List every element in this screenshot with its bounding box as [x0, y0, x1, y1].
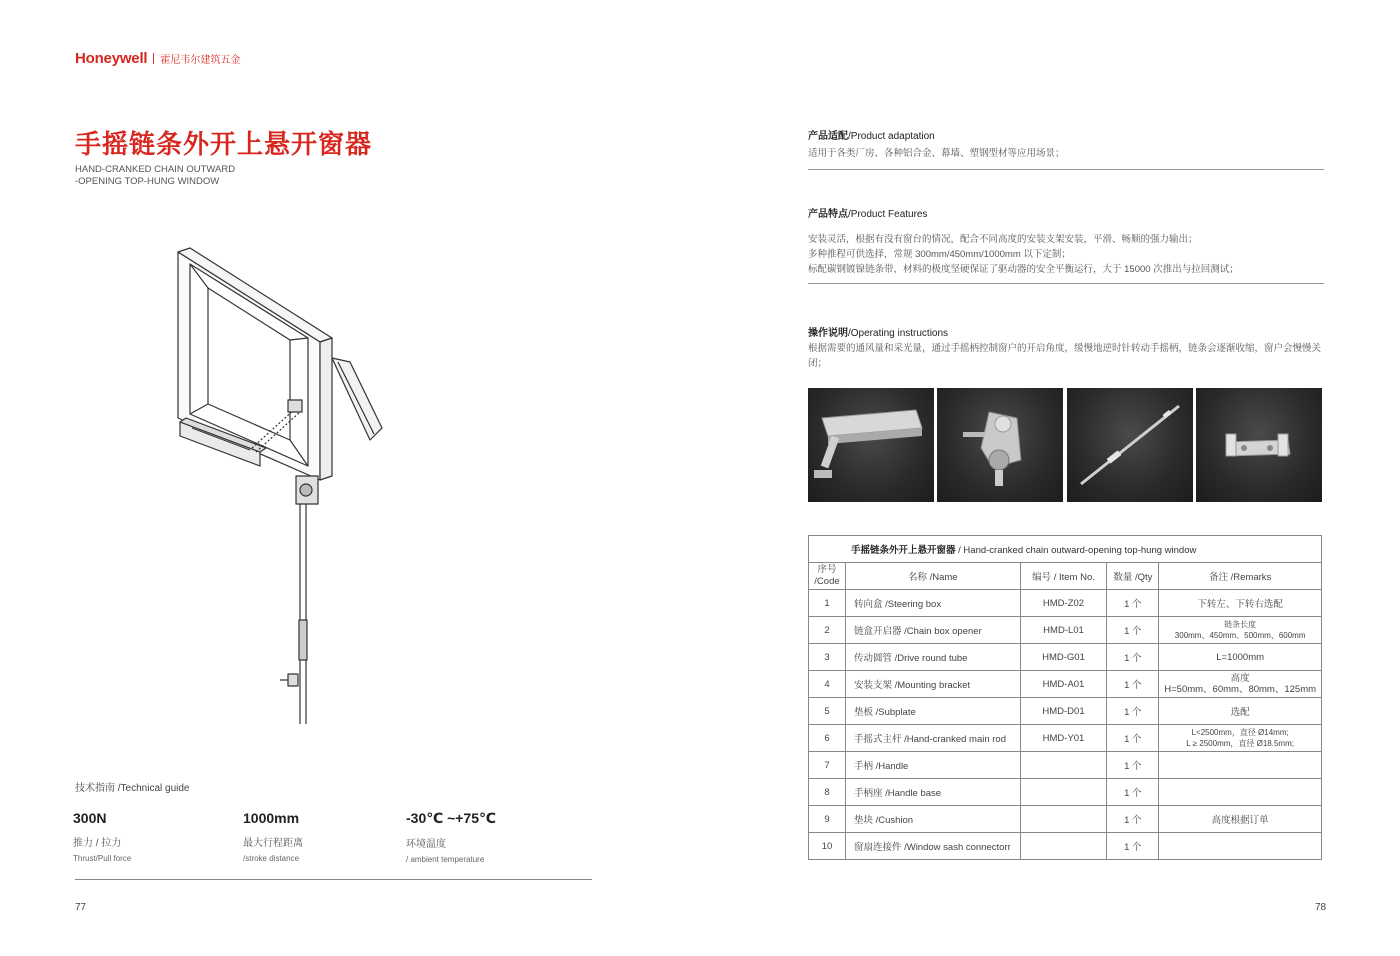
table-row	[809, 671, 1322, 698]
table-row	[809, 806, 1322, 833]
cell-remarks	[1159, 671, 1322, 698]
cell-name: 转向盒 /Steering box	[845, 590, 1020, 617]
table-row	[809, 752, 1322, 779]
spec-value: -30℃ ~+75℃	[406, 810, 496, 826]
cell-code: 2	[809, 617, 846, 644]
header-name: 名称 /Name	[845, 563, 1020, 590]
cell-name: 链盒开启器 /Chain box opener	[845, 617, 1020, 644]
table-row	[809, 833, 1322, 860]
cell-remarks	[1159, 779, 1322, 806]
table-caption-row	[809, 536, 1322, 563]
table-row	[809, 644, 1322, 671]
product-photos	[808, 388, 1322, 502]
header-code-zh: 序号	[817, 564, 837, 575]
table-row	[809, 779, 1322, 806]
cell-qty: 1 个	[1107, 671, 1159, 698]
technical-guide-heading: 技术指南 /Technical guide	[75, 783, 190, 794]
photo-steering-box	[937, 388, 1063, 502]
spec-label-en: /stroke distance	[243, 854, 300, 863]
cell-name: 窗扇连接件 /Window sash connectorr	[845, 833, 1020, 860]
table-row	[809, 617, 1322, 644]
cell-remarks: L=1000mm	[1159, 644, 1322, 671]
cell-name: 垫块 /Cushion	[845, 806, 1020, 833]
spec-label-en: / ambient temperature	[406, 855, 485, 864]
table-row	[809, 725, 1322, 752]
header-remarks: 备注 /Remarks	[1159, 563, 1322, 590]
cell-item-no: HMD-A01	[1020, 671, 1107, 698]
heading-zh: 产品特点	[808, 209, 848, 220]
cell-remarks	[1159, 617, 1322, 644]
cell-remarks	[1159, 833, 1322, 860]
product-title-en-line1: HAND-CRANKED CHAIN OUTWARD	[75, 164, 236, 175]
header-item-no: 编号 / Item No.	[1020, 563, 1107, 590]
feature-line: 多种推程可供选择，常规 300mm/450mm/1000mm 以下定制；	[808, 249, 1071, 260]
remark-line: 300mm、450mm、500mm、600mm	[1174, 631, 1306, 640]
cell-remarks: 选配	[1159, 698, 1322, 725]
page-number-left: 77	[75, 902, 87, 913]
cell-qty: 1 个	[1107, 698, 1159, 725]
spec-label-zh: 环境温度	[406, 839, 446, 850]
table-caption	[809, 536, 1322, 563]
brand-header	[75, 50, 240, 67]
cell-code: 1	[809, 590, 846, 617]
cell-qty: 1 个	[1107, 752, 1159, 779]
cell-name: 手摇式主杆 /Hand-cranked main rod	[845, 725, 1020, 752]
section-heading	[808, 127, 1324, 142]
cell-item-no: HMD-L01	[1020, 617, 1107, 644]
cell-qty: 1 个	[1107, 779, 1159, 806]
cell-qty: 1 个	[1107, 617, 1159, 644]
section-product-features	[808, 205, 1324, 284]
page-number-right: 78	[1315, 902, 1327, 913]
cell-code: 8	[809, 779, 846, 806]
spec-temperature	[406, 810, 496, 864]
section-body: 根据需要的通风量和采光量，通过手摇柄控制窗户的开启角度，缓慢地逆时针转动手摇柄，链条会逐渐收缩，窗户会慢慢关闭；	[808, 343, 1322, 369]
header-code	[809, 563, 846, 590]
bottom-divider	[75, 879, 592, 880]
cell-code: 4	[809, 671, 846, 698]
heading-zh: 产品适配	[808, 131, 848, 142]
spec-value: 1000mm	[243, 810, 300, 826]
table-row	[809, 590, 1322, 617]
remark-line: L<2500mm，直径 Ø14mm;	[1191, 728, 1289, 737]
brand-subtitle: 霍尼韦尔建筑五金	[160, 55, 241, 66]
header-code-en: /Code	[814, 576, 840, 587]
section-divider	[808, 283, 1324, 284]
heading-en: /Product adaptation	[848, 131, 935, 142]
cell-qty: 1 个	[1107, 725, 1159, 752]
window-opener-illustration	[160, 240, 400, 730]
cell-code: 3	[809, 644, 846, 671]
section-divider	[808, 169, 1324, 170]
cell-item-no: HMD-G01	[1020, 644, 1107, 671]
heading-zh: 操作说明	[808, 328, 848, 339]
photo-drive-round-tube	[1067, 388, 1193, 502]
brand-divider	[153, 53, 154, 64]
cell-remarks: 高度根据订单	[1159, 806, 1322, 833]
cell-qty: 1 个	[1107, 806, 1159, 833]
section-heading	[808, 205, 1324, 220]
cell-name: 安装支架 /Mounting bracket	[845, 671, 1020, 698]
feature-line: 安装灵活，根据有没有窗台的情况，配合不同高度的安装支架安装，平滑、畅顺的强力输出；	[808, 234, 1198, 245]
section-operating-instructions	[808, 324, 1324, 371]
product-title-en	[75, 164, 235, 188]
spec-label-zh: 最大行程距离	[243, 838, 303, 849]
cell-name: 手柄座 /Handle base	[845, 779, 1020, 806]
section-body	[808, 232, 1324, 277]
photo-mounting-bracket	[1196, 388, 1322, 502]
remark-line: L ≥ 2500mm，直径 Ø18.5mm;	[1186, 739, 1294, 748]
cell-code: 9	[809, 806, 846, 833]
caption-zh: 手摇链条外开上悬开窗器	[851, 545, 956, 556]
cell-name: 手柄 /Handle	[845, 752, 1020, 779]
spec-value: 300N	[73, 810, 107, 826]
cell-item-no	[1020, 779, 1107, 806]
cell-name: 传动圆管 /Drive round tube	[845, 644, 1020, 671]
section-heading	[808, 324, 1324, 339]
cell-code: 7	[809, 752, 846, 779]
cell-item-no: HMD-D01	[1020, 698, 1107, 725]
feature-line: 标配碳钢镀镍链条带，材料的极度坚硬保证了驱动器的安全平衡运行，大于 15000 次推出与拉回测试；	[808, 264, 1239, 275]
product-title-en-line2: -OPENING TOP-HUNG WINDOW	[75, 176, 220, 187]
spec-force	[73, 810, 131, 863]
right-page	[700, 0, 1400, 956]
cell-code: 10	[809, 833, 846, 860]
section-product-adaptation	[808, 127, 1324, 170]
section-body: 适用于各类厂房、各种铝合金、幕墙、塑钢型材等应用场景；	[808, 148, 1065, 159]
spec-label-zh: 推力 / 拉力	[73, 838, 122, 849]
cell-qty: 1 个	[1107, 644, 1159, 671]
heading-en: /Product Features	[848, 209, 928, 220]
remark-line: H=50mm、60mm、80mm、125mm	[1164, 684, 1317, 695]
spec-stroke	[243, 810, 303, 863]
remark-line: 链条长度	[1224, 620, 1257, 629]
photo-chain-box-opener	[808, 388, 934, 502]
spec-label-en: Thrust/Pull force	[73, 854, 132, 863]
cell-item-no: HMD-Z02	[1020, 590, 1107, 617]
cell-name: 垫板 /Subplate	[845, 698, 1020, 725]
cell-remarks	[1159, 725, 1322, 752]
heading-en: /Operating instructions	[848, 328, 949, 339]
header-qty: 数量 /Qty	[1107, 563, 1159, 590]
honeywell-logo: Honeywell	[75, 50, 148, 67]
cell-item-no: HMD-Y01	[1020, 725, 1107, 752]
cell-remarks	[1159, 752, 1322, 779]
cell-code: 5	[809, 698, 846, 725]
cell-item-no	[1020, 833, 1107, 860]
cell-item-no	[1020, 806, 1107, 833]
cell-qty: 1 个	[1107, 833, 1159, 860]
remark-line: 高度	[1230, 673, 1250, 684]
product-title-zh: 手摇链条外开上悬开窗器	[75, 129, 373, 159]
table-header-row	[809, 563, 1322, 590]
table-body	[809, 590, 1322, 860]
cell-code: 6	[809, 725, 846, 752]
table-row	[809, 698, 1322, 725]
parts-table	[808, 535, 1322, 860]
cell-qty: 1 个	[1107, 590, 1159, 617]
caption-en: / Hand-cranked chain outward-opening top-hung window	[955, 545, 1197, 556]
cell-remarks: 下转左、下转右选配	[1159, 590, 1322, 617]
cell-item-no	[1020, 752, 1107, 779]
